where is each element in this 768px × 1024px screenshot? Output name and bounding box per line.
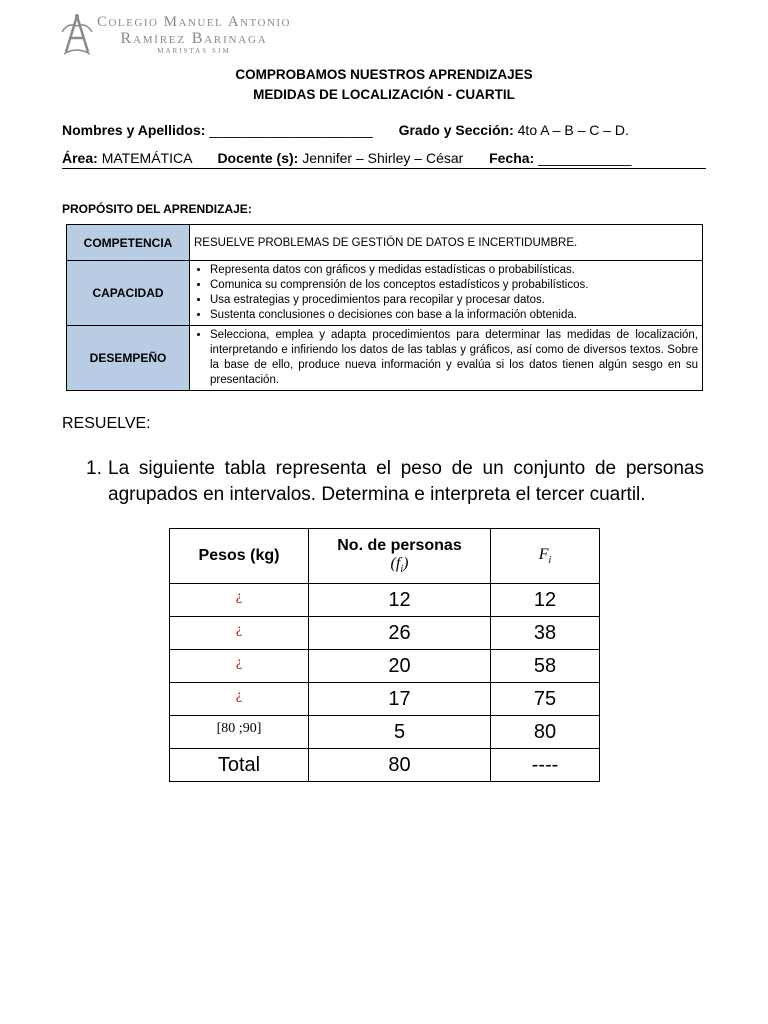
competencia-label: COMPETENCIA bbox=[67, 225, 190, 261]
table-row bbox=[170, 617, 600, 650]
cumulative-symbol: F bbox=[538, 545, 549, 563]
list-item: • Representa datos con gráficos y medidas estadísticas o probabilísticas. bbox=[210, 263, 698, 278]
teacher-label: Docente (s): bbox=[217, 150, 299, 166]
question-number: 1. bbox=[86, 458, 102, 479]
interval-cell bbox=[170, 617, 309, 650]
cumulative-cell: 80 bbox=[491, 716, 600, 749]
school-name-line2: Ramírez Barinaga bbox=[120, 30, 268, 47]
col-weights-header: Pesos (kg) bbox=[170, 529, 309, 584]
grade-label: Grado y Sección: bbox=[398, 122, 514, 138]
frequency-cell: 5 bbox=[309, 716, 491, 749]
course-info-row bbox=[62, 150, 706, 169]
interval-value: [80 ;90] bbox=[216, 720, 262, 736]
school-name bbox=[94, 14, 294, 56]
area-label: Área: bbox=[62, 150, 98, 166]
total-cumulative: ---- bbox=[491, 749, 600, 782]
table-total-row bbox=[170, 749, 600, 782]
document-subtitle: MEDIDAS DE LOCALIZACIÓN - CUARTIL bbox=[253, 87, 515, 102]
capacidad-cell bbox=[190, 261, 703, 326]
cumulative-symbol-sub: i bbox=[548, 555, 552, 567]
list-item: • Comunica su comprensión de los conceptos estadísticos y probabilísticos. bbox=[210, 278, 698, 293]
interval-cell bbox=[170, 683, 309, 716]
weight-frequency-table bbox=[169, 528, 600, 782]
freq-symbol-open: (f bbox=[390, 554, 401, 572]
cumulative-cell: 75 bbox=[491, 683, 600, 716]
interval-cell bbox=[170, 584, 309, 617]
capacidad-row bbox=[67, 261, 703, 326]
cumulative-cell: 38 bbox=[491, 617, 600, 650]
competencia-row bbox=[67, 225, 703, 261]
table-row bbox=[170, 584, 600, 617]
interval-value: ¿ bbox=[235, 621, 243, 637]
school-logo bbox=[58, 10, 298, 60]
table-header-row bbox=[170, 529, 600, 584]
desempeno-row bbox=[67, 326, 703, 391]
list-item: • Selecciona, emplea y adapta procedimientos para determinar las medidas de localización, interpretando e infiriendo los datos de las tablas y gráficos, así como de diversos textos. Sobre la base de ello, produce nueva información y evalúa si los datos tienen algún sesgo en su presentación. bbox=[210, 328, 698, 388]
name-label: Nombres y Apellidos: bbox=[62, 122, 206, 138]
area-value: MATEMÁTICA bbox=[101, 150, 192, 166]
document-title: COMPROBAMOS NUESTROS APRENDIZAJES bbox=[235, 67, 533, 82]
desempeno-list bbox=[194, 328, 698, 388]
frequency-cell: 17 bbox=[309, 683, 491, 716]
teacher-value: Jennifer – Shirley – César bbox=[302, 150, 464, 166]
table-row bbox=[170, 716, 600, 749]
capacidad-label: CAPACIDAD bbox=[67, 261, 190, 326]
desempeno-cell bbox=[190, 326, 703, 391]
freq-symbol-close: ) bbox=[403, 554, 409, 572]
cumulative-cell: 12 bbox=[491, 584, 600, 617]
total-frequency: 80 bbox=[309, 749, 491, 782]
school-name-line3: MARISTAS SJM bbox=[157, 47, 231, 55]
total-label: Total bbox=[170, 749, 309, 782]
competencia-text: RESUELVE PROBLEMAS DE GESTIÓN DE DATOS E INCERTIDUMBRE. bbox=[190, 225, 703, 261]
cumulative-cell: 58 bbox=[491, 650, 600, 683]
school-crest-icon bbox=[58, 12, 96, 58]
table-row bbox=[170, 650, 600, 683]
date-field: ____________ bbox=[538, 150, 632, 166]
frequency-cell: 20 bbox=[309, 650, 491, 683]
date-label: Fecha: bbox=[489, 150, 535, 166]
frequency-cell: 12 bbox=[309, 584, 491, 617]
school-name-line1: Colegio Manuel Antonio bbox=[96, 14, 291, 30]
capacidad-list bbox=[194, 263, 698, 323]
interval-value: ¿ bbox=[235, 687, 243, 703]
interval-cell bbox=[170, 650, 309, 683]
purpose-heading: PROPÓSITO DEL APRENDIZAJE: bbox=[62, 202, 252, 216]
student-info-row bbox=[62, 122, 629, 138]
name-field: _____________________ bbox=[209, 122, 373, 138]
interval-value: ¿ bbox=[235, 654, 243, 670]
list-item: • Usa estrategias y procedimientos para recopilar y procesar datos. bbox=[210, 293, 698, 308]
col-cumulative-header bbox=[491, 529, 600, 584]
col-frequency-symbol bbox=[310, 555, 489, 575]
interval-cell bbox=[170, 716, 309, 749]
list-item: • Sustenta conclusiones o decisiones con base a la información obtenida. bbox=[210, 308, 698, 323]
interval-value: ¿ bbox=[235, 588, 243, 604]
exercise-heading: RESUELVE: bbox=[62, 415, 151, 432]
grade-value: 4to A – B – C – D. bbox=[517, 122, 629, 138]
desempeno-label: DESEMPEÑO bbox=[67, 326, 190, 391]
question-text: La siguiente tabla representa el peso de un conjunto de personas agrupados en intervalos. Determina e interpreta el tercer cuartil. bbox=[108, 458, 704, 505]
frequency-cell: 26 bbox=[309, 617, 491, 650]
col-frequency-title: No. de personas bbox=[337, 536, 462, 554]
table-row bbox=[170, 683, 600, 716]
freq-symbol-sub: i bbox=[400, 564, 404, 576]
purpose-table bbox=[66, 224, 703, 391]
col-frequency-header bbox=[309, 529, 491, 584]
question-1 bbox=[86, 456, 704, 508]
